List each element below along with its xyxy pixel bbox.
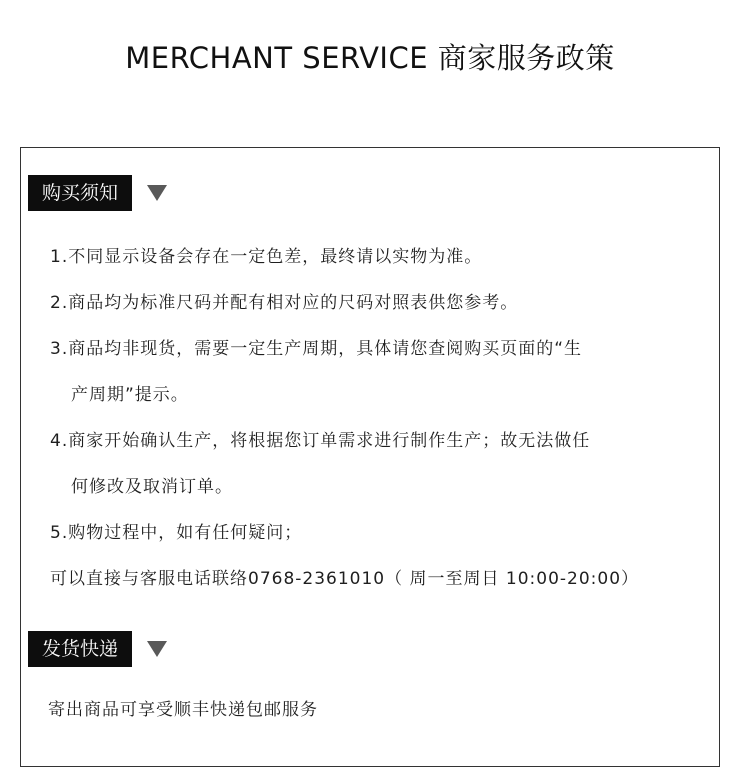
notice-item-number: 5. [50, 523, 69, 543]
notice-item-text: 商家开始确认生产，将根据您订单需求进行制作生产；故无法做任 [68, 431, 591, 451]
shipping-header [28, 631, 167, 667]
triangle-down-icon [147, 641, 167, 657]
contact-line: 可以直接与客服电话联络0768-2361010（ 周一至周日 10:00-20:00） [50, 569, 640, 589]
notice-item-number: 3. [50, 339, 69, 359]
notice-item-1 [50, 234, 700, 280]
notice-item-text-continued: 产周期”提示。 [71, 385, 189, 405]
notice-item-5 [50, 510, 700, 556]
notice-item-text: 不同显示设备会存在一定色差，最终请以实物为准。 [68, 247, 483, 267]
notice-item-text: 商品均为标准尺码并配有相对应的尺码对照表供您参考。 [68, 293, 519, 313]
notice-item-number: 4. [50, 431, 69, 451]
notice-item-text: 购物过程中，如有任何疑问； [68, 523, 303, 543]
notice-item-2 [50, 280, 700, 326]
purchase-notice-header [28, 175, 167, 211]
notice-item-4 [50, 418, 700, 510]
notice-item-number: 1. [50, 247, 69, 267]
notice-item-text: 商品均非现货，需要一定生产周期，具体请您查阅购买页面的“生 [68, 339, 583, 359]
shipping-text: 寄出商品可享受顺丰快递包邮服务 [48, 700, 318, 720]
policy-panel [20, 147, 720, 767]
notice-item-3 [50, 326, 700, 418]
purchase-notice-heading: 购买须知 [28, 175, 132, 211]
page-title: MERCHANT SERVICE 商家服务政策 [125, 41, 615, 75]
purchase-notice-list [50, 234, 700, 602]
notice-item-text-continued: 何修改及取消订单。 [71, 477, 233, 497]
notice-item-number: 2. [50, 293, 69, 313]
triangle-down-icon [147, 185, 167, 201]
shipping-heading: 发货快递 [28, 631, 132, 667]
